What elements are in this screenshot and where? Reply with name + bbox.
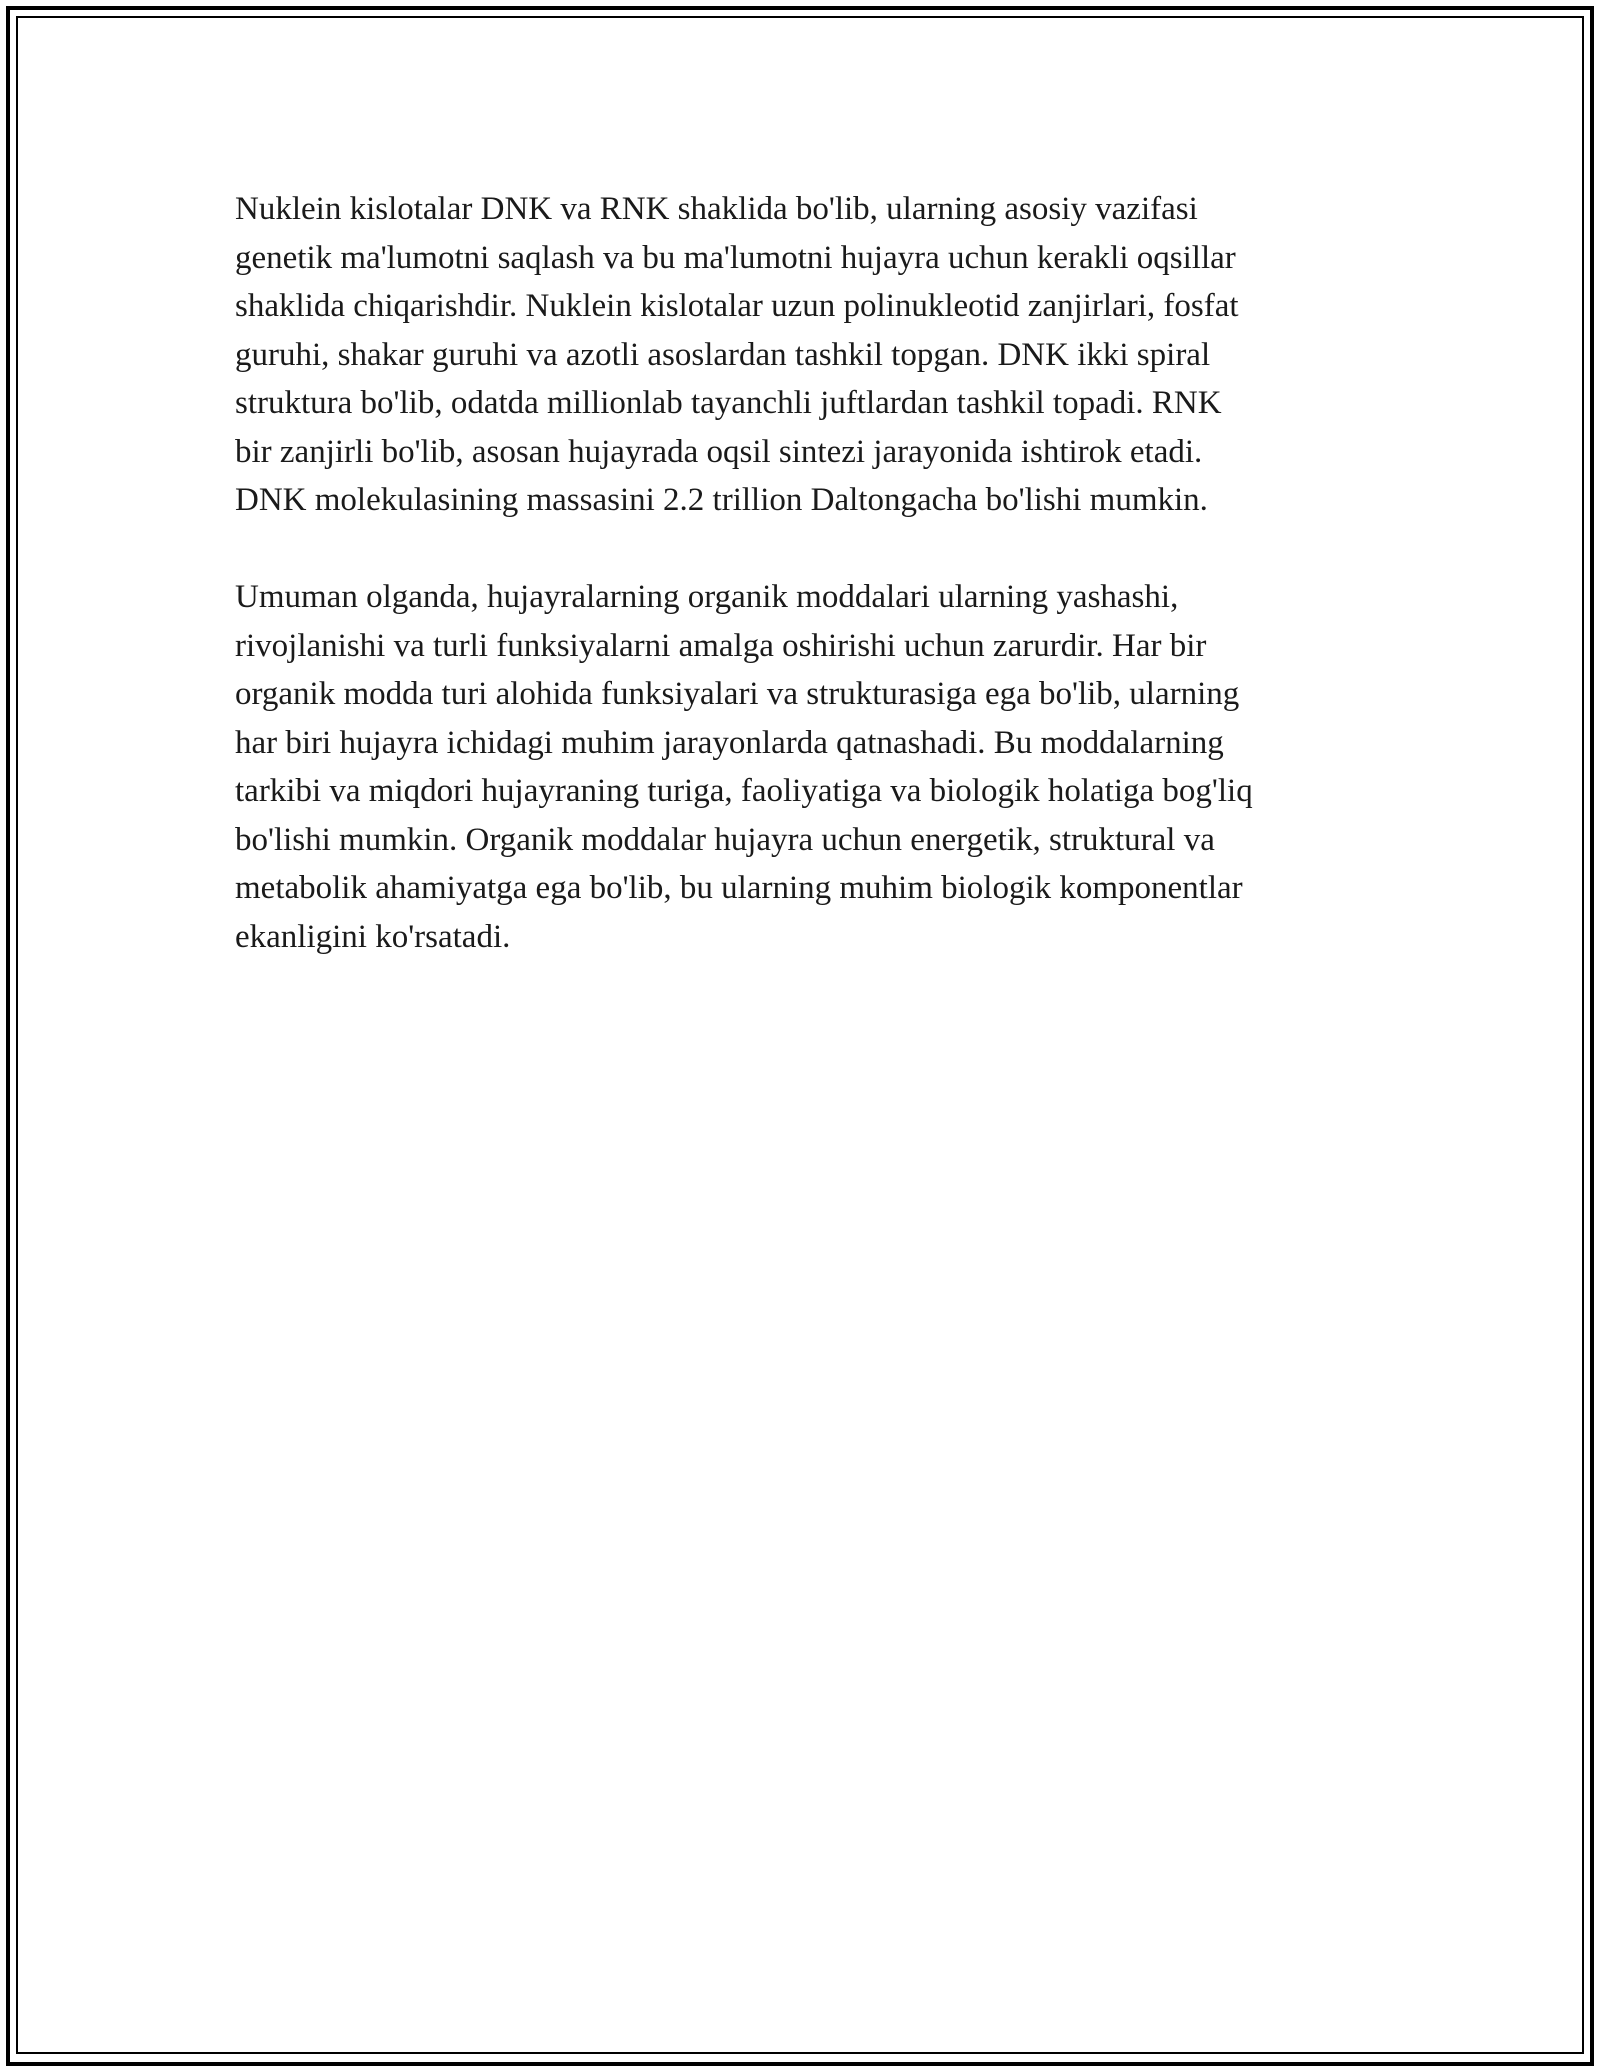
document-body <box>235 185 1375 961</box>
paragraph-nucleic-acids: Nuklein kislotalar DNK va RNK shaklida bo'lib, ularning asosiy vazifasi genetik ma'lumotni saqlash va bu ma'lumotni hujayra uchun kerakli oqsillar shaklida chiqarishdir. Nuklein kislotalar uzun polinukleotid zanjirlari, fosfat guruhi, shakar guruhi va azotli asoslardan tashkil topgan. DNK ikki spiral struktura bo'lib, odatda millionlab tayanchli juftlardan tashkil topadi. RNK bir zanjirli bo'lib, asosan hujayrada oqsil sintezi jarayonida ishtirok etadi. DNK molekulasining massasini 2.2 trillion Daltongacha bo'lishi mumkin. <box>235 191 1239 518</box>
paragraph-organic-substances: Umuman olganda, hujayralarning organik moddalari ularning yashashi, rivojlanishi va turli funksiyalarni amalga oshirishi uchun zarurdir. Har bir organik modda turi alohida funksiyalari va strukturasiga ega bo'lib, ularning har biri hujayra ichidagi muhim jarayonlarda qatnashadi. Bu moddalarning tarkibi va miqdori hujayraning turiga, faoliyatiga va biologik holatiga bog'liq bo'lishi mumkin. Organik moddalar hujayra uchun energetik, struktural va metabolik ahamiyatga ega bo'lib, bu ularning muhim biologik komponentlar ekanligini ko'rsatadi. <box>235 579 1253 955</box>
